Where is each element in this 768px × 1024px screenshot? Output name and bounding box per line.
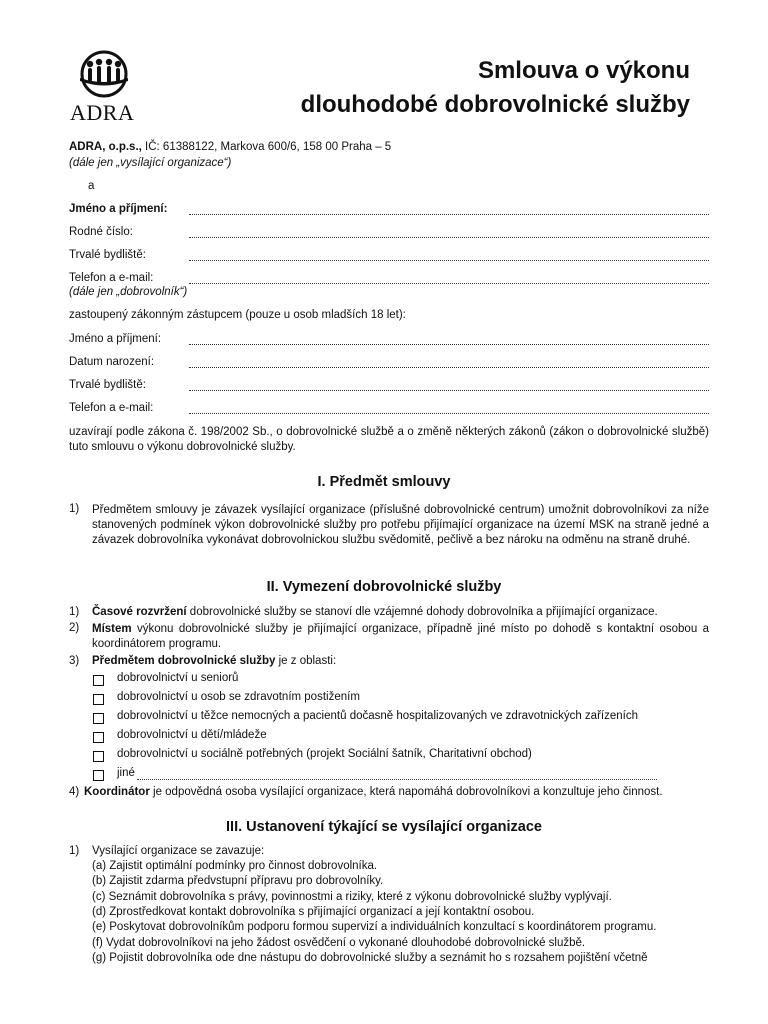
rep-birth-field[interactable] [189,367,709,368]
section-3-item-f: (f) Vydat dobrovolníkovi na jeho žádost osvědčení o vykonané dlouhodobé dobrovolnické službě. [92,937,586,949]
volunteer-name-field[interactable] [189,214,709,215]
section-2-p2-bold: Místem [92,623,132,635]
org-details: IČ: 61388122, Markova 600/6, 158 00 Praha – 5 [141,141,392,153]
section-3-item-b: (b) Zajistit zdarma předvstupní přípravu pro dobrovolníky. [92,875,384,887]
section-2-p1-bold: Časové rozvržení [92,606,187,618]
section-3-p1-intro: Vysílající organizace se zavazuje: [92,845,265,857]
option-checkbox-youth[interactable] [93,732,104,743]
section-3-heading: III. Ustanovení týkající se vysílající organizace [226,819,542,835]
option-checkbox-disabled[interactable] [93,694,104,705]
org-name: ADRA, o.p.s., [69,141,142,153]
option-label-other: jiné [117,767,135,779]
section-2-heading: II. Vymezení dobrovolnické služby [266,579,502,595]
option-label-youth: dobrovolnictví u dětí/mládeže [117,729,267,741]
section-2-p3-rest: je z oblasti: [275,655,337,667]
rep-name-field[interactable] [189,344,709,345]
section-2-p4-number: 4) [69,786,80,798]
rep-phone-field[interactable] [189,413,709,414]
rep-name-label: Jméno a příjmení: [69,333,162,345]
section-2-p2-number: 2) [69,622,80,634]
adra-logo-icon [66,50,146,98]
section-2-p4-bold: Koordinátor [84,786,150,798]
option-checkbox-ill[interactable] [93,713,104,724]
volunteer-phone-label: Telefon a e-mail: [69,272,154,284]
document-title-line-2: dlouhodobé dobrovolnické služby [300,91,690,118]
section-3-item-a: (a) Zajistit optimální podmínky pro činnost dobrovolníka. [92,860,378,872]
adra-logo-text: ADRA [70,100,135,125]
volunteer-phone-field[interactable] [189,283,709,284]
section-2-p3-bold: Předmětem dobrovolnické služby [92,655,276,667]
option-checkbox-other[interactable] [93,770,104,781]
section-3-item-g: (g) Pojistit dobrovolníka ode dne nástupu do dobrovolnické služby a seznámit ho s rozsahem pojištění včetně [92,952,648,964]
option-label-ill: dobrovolnictví u těžce nemocných a pacientů dočasně hospitalizovaných ve zdravotnických zařízeních [117,710,638,722]
section-1-p1-text: Předmětem smlouvy je závazek vysílající organizace (příslušné dobrovolnické centrum) umožnit dobrovolníkovi za níže stanovených podmínek výkon dobrovolnické služby pro potřebu přijímající organizace na území MSK na straně jedné a závazek dobrovolníka vykonávat dobrovolnickou službu svědomitě, pečlivě a bez nároku na odměnu na straně druhé. [92,504,709,546]
rep-address-label: Trvalé bydliště: [69,379,146,391]
option-checkbox-social[interactable] [93,751,104,762]
volunteer-address-field[interactable] [189,260,709,261]
rep-phone-label: Telefon a e-mail: [69,402,154,414]
rep-birth-label: Datum narození: [69,356,155,368]
rep-address-field[interactable] [189,390,709,391]
representative-intro: zastoupený zákonným zástupcem (pouze u osob mladších 18 let): [69,309,406,321]
volunteer-address-label: Trvalé bydliště: [69,249,146,261]
option-checkbox-seniors[interactable] [93,675,104,686]
section-3-item-e: (e) Poskytovat dobrovolníkům podporu formou supervizí a individuálních konzultací s koordinátorem programu. [92,921,657,933]
document-title-line-1: Smlouva o výkonu [477,57,690,84]
volunteer-name-label: Jméno a příjmení: [69,203,168,215]
section-2-p1-number: 1) [69,606,80,618]
option-label-disabled: dobrovolnictví u osob se zdravotním postižením [117,691,360,703]
section-2-p3 [92,655,336,667]
volunteer-alias: (dále jen „dobrovolník“) [69,286,188,298]
section-3-p1-number: 1) [69,845,80,857]
option-other-field[interactable] [137,779,657,780]
section-2-p3-number: 3) [69,655,80,667]
section-2-p1-rest: dobrovolnické služby se stanoví dle vzájemné dohody dobrovolníka a přijímající organizace. [186,606,658,618]
conclusion-paragraph: uzavírají podle zákona č. 198/2002 Sb., o dobrovolnické službě a o změně některých zákonů (zákon o dobrovolnické službě) tuto smlouvu o výkonu dobrovolnické služby. [69,426,709,453]
volunteer-birth-field[interactable] [189,237,709,238]
org-line [69,141,391,153]
section-1-heading: I. Předmět smlouvy [317,474,451,490]
section-3-item-d: (d) Zprostředkovat kontakt dobrovolníka s přijímající organizací a její kontaktní osobou. [92,906,535,918]
org-alias: (dále jen „vysílající organizace“) [69,157,232,169]
section-2-p2 [92,622,709,652]
section-2-p2-rest: výkonu dobrovolnické služby je přijímající organizace, případně jiné místo po dohodě s kontaktní osobou a koordinátorem programu. [92,623,709,650]
section-2-p4 [84,786,663,798]
and-word: a [88,180,95,192]
section-2-p1 [92,606,658,618]
volunteer-birth-label: Rodné číslo: [69,226,133,238]
option-label-social: dobrovolnictví u sociálně potřebných (projekt Sociální šatník, Charitativní obchod) [117,748,532,760]
option-label-seniors: dobrovolnictví u seniorů [117,672,239,684]
section-3-item-c: (c) Seznámit dobrovolníka s právy, povinnostmi a riziky, které z výkonu dobrovolnické služby vyplývají. [92,891,612,903]
section-1-p1-number: 1) [69,503,80,515]
adra-logo [66,50,146,126]
section-2-p4-rest: je odpovědná osoba vysílající organizace, která napomáhá dobrovolníkovi a konzultuje jeho činnost. [149,786,663,798]
